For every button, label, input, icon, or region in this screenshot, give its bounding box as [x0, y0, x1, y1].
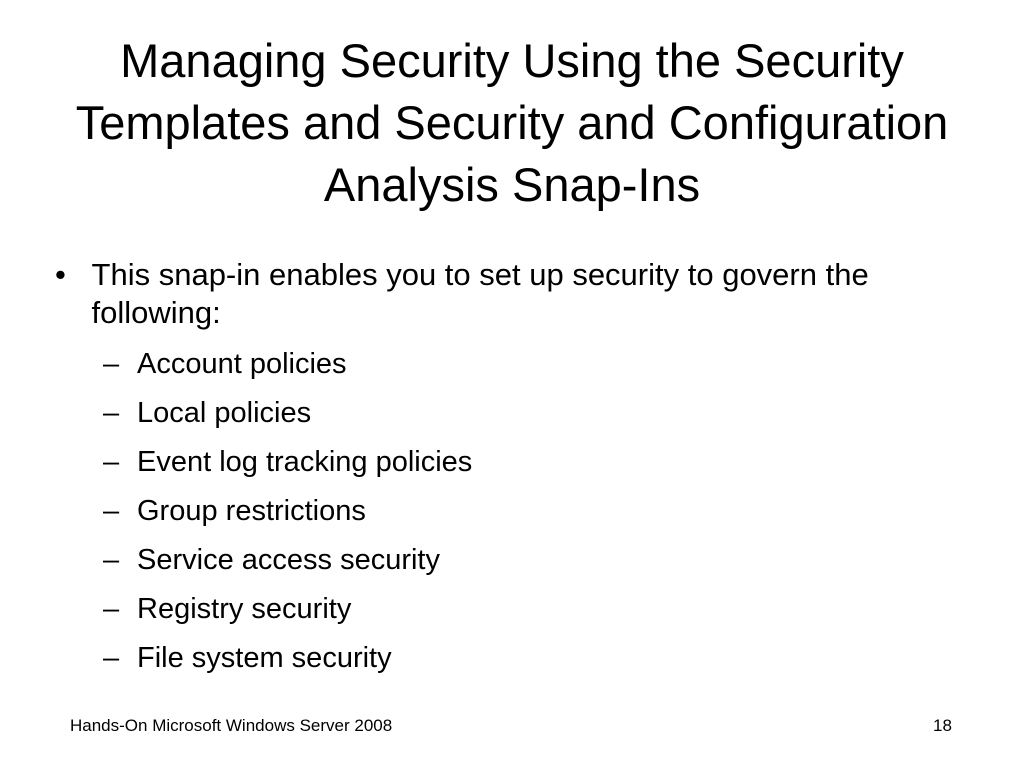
dash-icon: – [103, 495, 120, 527]
footer-text: Hands-On Microsoft Windows Server 2008 [70, 716, 393, 735]
dash-icon: – [103, 397, 120, 429]
sub-item [103, 634, 995, 683]
sub-item-text: Group restrictions [137, 495, 366, 527]
sub-item [103, 487, 995, 536]
slide-body [55, 256, 995, 683]
dash-icon: – [103, 642, 120, 674]
sub-item-text: Service access security [137, 544, 440, 576]
bullet-text: This snap-in enables you to set up security to govern the following: [91, 257, 869, 330]
sub-item [103, 438, 995, 487]
bullet-item [55, 256, 995, 332]
sub-item-text: Registry security [137, 593, 352, 625]
sub-item [103, 340, 995, 389]
sub-item-text: File system security [137, 642, 392, 674]
sub-item-text: Account policies [137, 348, 347, 380]
slide-title: Managing Security Using the Security Templates and Security and Configuration Analysis Snap-Ins [75, 34, 949, 211]
sub-item [103, 536, 995, 585]
dash-icon: – [103, 446, 120, 478]
dash-icon: – [103, 348, 120, 380]
sub-list [103, 340, 995, 683]
page-number: 18 [933, 716, 952, 735]
sub-item-text: Local policies [137, 397, 312, 429]
sub-item-text: Event log tracking policies [137, 446, 473, 478]
dash-icon: – [103, 593, 120, 625]
sub-item [103, 585, 995, 634]
bullet-icon: • [55, 257, 66, 292]
dash-icon: – [103, 544, 120, 576]
sub-item [103, 389, 995, 438]
